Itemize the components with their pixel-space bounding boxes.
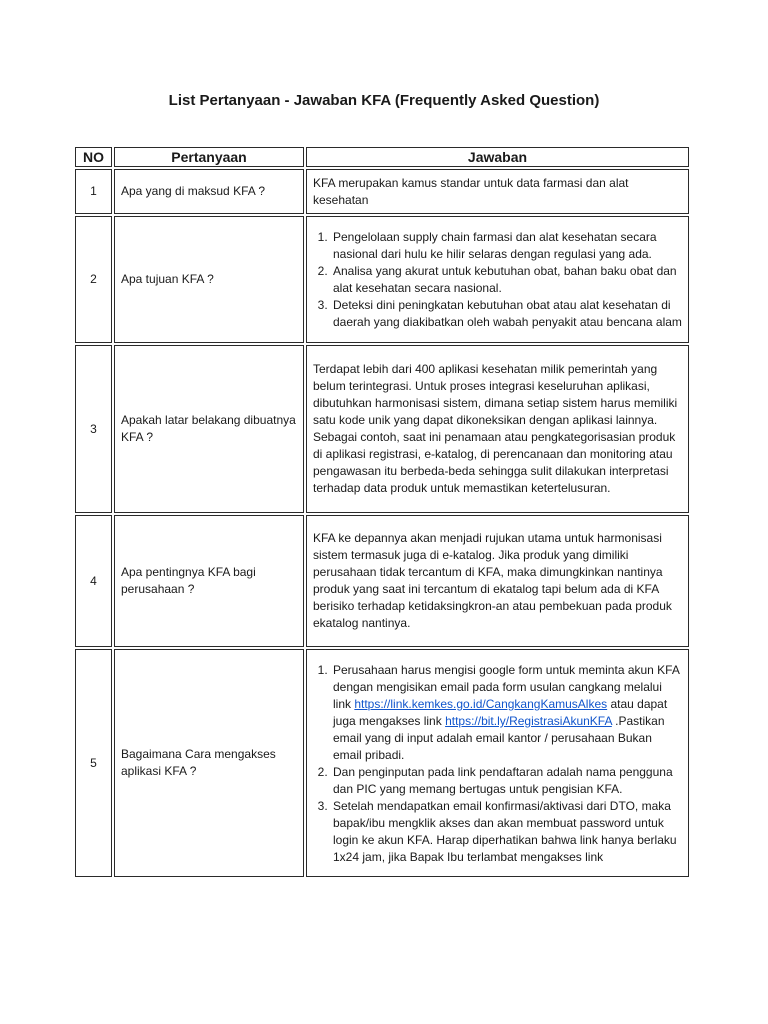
registration-link[interactable]: https://bit.ly/RegistrasiAkunKFA: [445, 714, 612, 728]
answer-cell: [306, 216, 689, 343]
question-cell: Apa yang di maksud KFA ?: [114, 169, 304, 214]
answer-list-item: 1. Pengelolaan supply chain farmasi dan alat kesehatan secara nasional dari hulu ke hilir selaras dengan regulasi yang ada.: [331, 229, 682, 263]
question-cell: Apa pentingnya KFA bagi perusahaan ?: [114, 515, 304, 647]
header-no: NO: [75, 147, 112, 167]
question-cell: Bagaimana Cara mengakses aplikasi KFA ?: [114, 649, 304, 877]
answer-text: atau dapat juga mengakses link: [333, 697, 668, 728]
answer-list: [313, 229, 682, 331]
table-row: [75, 169, 689, 214]
answer-cell: Terdapat lebih dari 400 aplikasi kesehatan milik pemerintah yang belum terintegrasi. Untuk proses integrasi keseluruhan aplikasi, dibutuhkan harmonisasi sistem, dimana setiap sistem harus memiliki satu kode unik yang dapat dikoneksikan dengan aplikasi lainnya. Sebagai contoh, saat ini penamaan atau pengkategorisasian produk di aplikasi registrasi, e-katalog, di perencanaan dan monitoring atau pengawasan itu berbeda-beda sehingga sulit dilakukan interpretasi terhadap data produk untuk memastikan ketertelusuran.: [306, 345, 689, 513]
answer-list: [313, 662, 682, 866]
table-row: [75, 216, 689, 343]
header-row: [75, 147, 689, 167]
answer-list-item: 3. Deteksi dini peningkatan kebutuhan obat atau alat kesehatan di daerah yang diakibatkan oleh wabah penyakit atau bencana alam: [331, 297, 682, 331]
answer-list-item: [331, 662, 682, 764]
faq-table: [73, 145, 691, 879]
page-title: List Pertanyaan - Jawaban KFA (Frequently Asked Question): [168, 92, 600, 109]
answer-list-item: 3. Setelah mendapatkan email konfirmasi/aktivasi dari DTO, maka bapak/ibu mengklik akses dan akan membuat password untuk login ke akun KFA. Harap diperhatikan bahwa link hanya berlaku 1x24 jam, jika Bapak Ibu terlambat mengakses link: [331, 798, 682, 866]
table-row: [75, 515, 689, 647]
google-form-link[interactable]: https://link.kemkes.go.id/CangkangKamusAlkes: [354, 697, 608, 711]
row-number: 5: [75, 649, 112, 877]
row-number: 2: [75, 216, 112, 343]
answer-cell: KFA ke depannya akan menjadi rujukan utama untuk harmonisasi sistem termasuk juga di e-katalog. Jika produk yang dimiliki perusahaan tidak tercantum di KFA, maka dimungkinkan nantinya produk yang saat ini tercantum di ekatalog tapi belum ada di KFA berisiko terhadap ketidaksingkron-an atau pembekuan pada produk ekatalog nantinya.: [306, 515, 689, 647]
header-answer: Jawaban: [306, 147, 689, 167]
question-cell: Apa tujuan KFA ?: [114, 216, 304, 343]
answer-text: Perusahaan harus mengisi google form untuk meminta akun KFA dengan mengisikan email pada form usulan cangkang melalui link: [333, 663, 680, 711]
answer-list-item: 2. Dan penginputan pada link pendaftaran adalah nama pengguna dan PIC yang memang bertugas untuk pengisian KFA.: [331, 764, 682, 798]
row-number: 4: [75, 515, 112, 647]
question-cell: Apakah latar belakang dibuatnya KFA ?: [114, 345, 304, 513]
answer-cell: [306, 649, 689, 877]
answer-cell: KFA merupakan kamus standar untuk data farmasi dan alat kesehatan: [306, 169, 689, 214]
table-row: [75, 345, 689, 513]
row-number: 3: [75, 345, 112, 513]
answer-list-item: 2. Analisa yang akurat untuk kebutuhan obat, bahan baku obat dan alat kesehatan secara nasional.: [331, 263, 682, 297]
header-question: Pertanyaan: [114, 147, 304, 167]
table-row: [75, 649, 689, 877]
answer-text: .Pastikan email yang di input adalah email kantor / perusahaan Bukan email pribadi.: [333, 714, 665, 762]
row-number: 1: [75, 169, 112, 214]
